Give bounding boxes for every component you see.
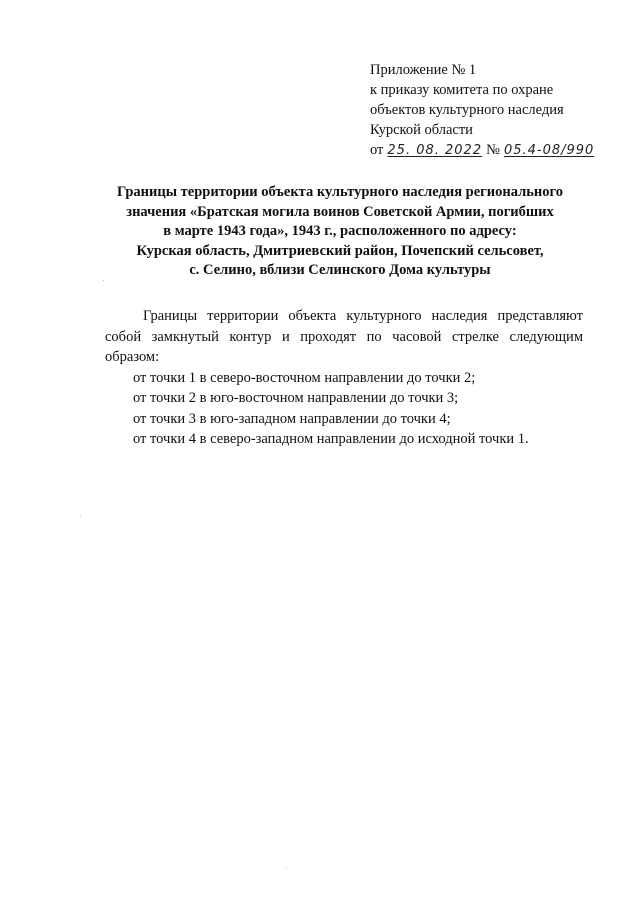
boundary-points-list — [105, 368, 583, 450]
title-line-3: в марте 1943 года», 1943 г., расположенного по адресу: — [163, 223, 517, 239]
title-line-4: Курская область, Дмитриевский район, Почепский сельсовет, — [136, 242, 544, 259]
intro-line-3: образом: — [105, 349, 160, 365]
appendix-date-line — [370, 140, 620, 161]
list-item: от точки 2 в юго-восточном направлении до точки 3; — [133, 390, 459, 406]
appendix-number: Приложение № 1 — [370, 62, 477, 78]
appendix-committee: объектов культурного наследия — [370, 102, 564, 118]
intro-line-1: Границы территории объекта культурного наследия представляют — [143, 308, 583, 324]
scan-speck — [80, 515, 81, 516]
scan-speck — [103, 280, 104, 281]
intro-paragraph — [105, 306, 583, 368]
number-prefix: № — [486, 142, 500, 158]
title-line-2: значения «Братская могила воинов Советской Армии, погибших — [126, 203, 554, 220]
title-line-1: Границы территории объекта культурного наследия регионального — [117, 184, 563, 200]
appendix-region: Курской области — [370, 122, 473, 138]
list-item: от точки 3 в юго-западном направлении до точки 4; — [133, 410, 451, 427]
scan-speck — [286, 868, 287, 869]
list-item: от точки 1 в северо-восточном направлении до точки 2; — [133, 369, 476, 386]
list-item: от точки 4 в северо-западном направлении до исходной точки 1. — [133, 431, 529, 447]
document-body — [105, 306, 583, 450]
intro-line-2: собой замкнутый контур и проходят по часовой стрелке следующим — [105, 328, 583, 345]
appendix-block — [370, 60, 620, 161]
date-prefix: от — [370, 142, 384, 158]
appendix-order-ref: к приказу комитета по охране — [370, 82, 554, 98]
handwritten-order-number: 05.4-08/990 — [503, 143, 595, 158]
title-line-5: с. Селино, вблизи Селинского Дома культуры — [189, 262, 491, 278]
document-title — [95, 183, 585, 281]
handwritten-date: 25. 08. 2022 — [387, 143, 483, 158]
